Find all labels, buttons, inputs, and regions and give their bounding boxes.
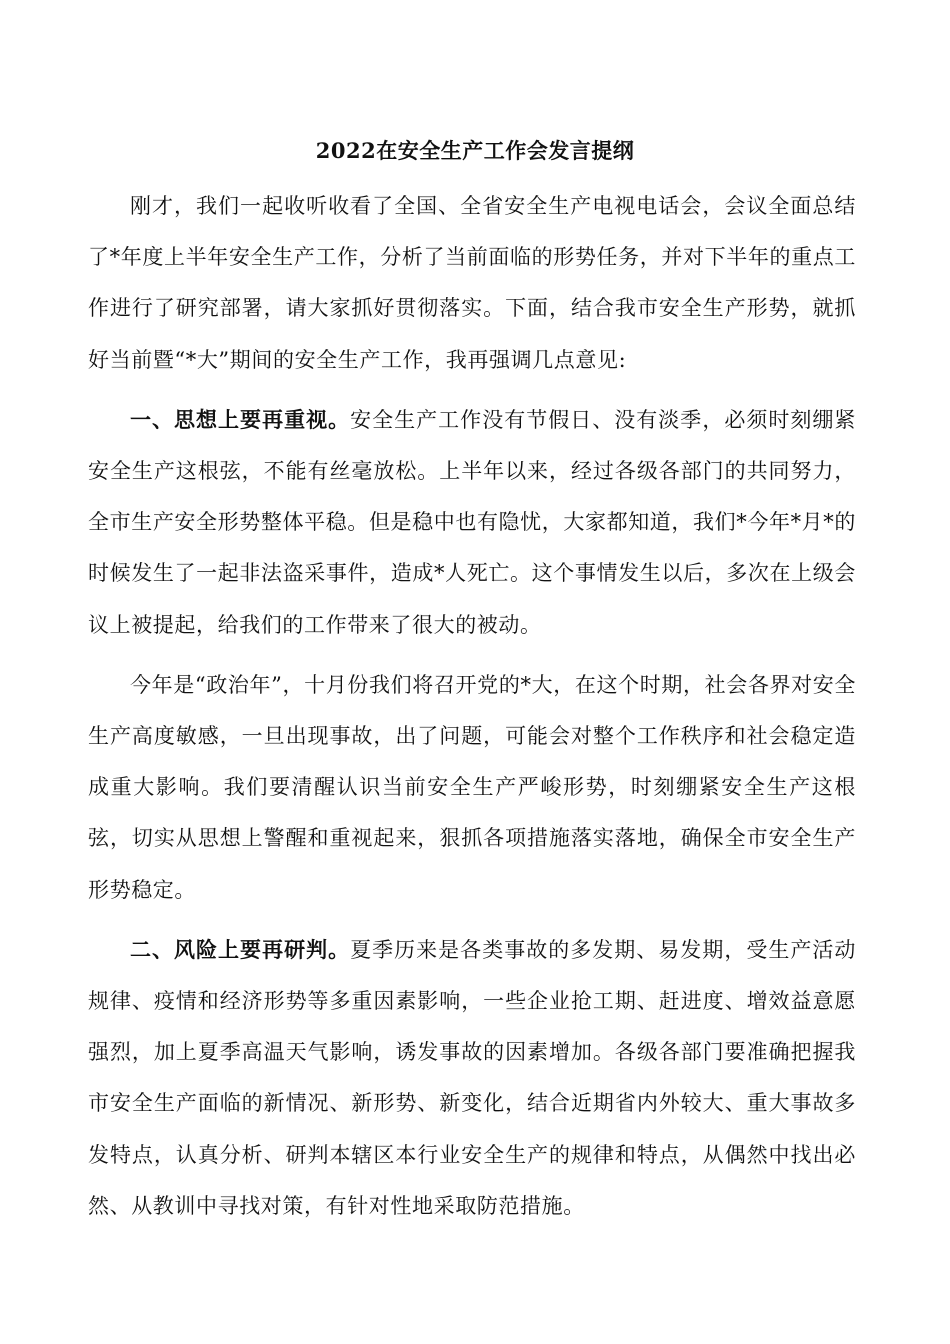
paragraph-text: 今年是“政治年”，十月份我们将召开党的*大，在这个时期，社会各界对安全生产高度敏感，一旦出现事故，出了问题，可能会对整个工作秩序和社会稳定造成重大影响。我们要清醒认识当前安全生产严峻形势，时刻绷紧安全生产这根弦，切实从思想上警醒和重视起来，狠抓各项措施落实落地，确保全市安全生产形势稳定。 xyxy=(88,672,856,902)
paragraph-text: 刚才，我们一起收听收看了全国、全省安全生产电视电话会，会议全面总结了*年度上半年安全生产工作，分析了当前面临的形势任务，并对下半年的重点工作进行了研究部署，请大家抓好贯彻落实。下面，结合我市安全生产形势，就抓好当前暨“*大”期间的安全生产工作，我再强调几点意见: xyxy=(88,194,856,372)
document-title: 2022在安全生产工作会发言提纲 xyxy=(315,138,635,163)
paragraph-text: 安全生产工作没有节假日、没有淡季，必须时刻绷紧安全生产这根弦，不能有丝毫放松。上半年以来，经过各级各部门的共同努力，全市生产安全形势整体平稳。但是稳中也有隐忧，大家都知道，我们*今年*月*的时候发生了一起非法盗采事件，造成*人死亡。这个事情发生以后，多次在上级会议上被提起，给我们的工作带来了很大的被动。 xyxy=(88,407,856,637)
paragraph-intro xyxy=(88,180,856,386)
document-body xyxy=(88,180,856,1232)
section-heading-2: 二、风险上要再研判。 xyxy=(130,936,351,962)
paragraph-section-1 xyxy=(88,394,856,651)
paragraph-section-2 xyxy=(88,924,856,1232)
paragraph-political-year xyxy=(88,659,856,916)
section-heading-1: 一、思想上要再重视。 xyxy=(130,406,351,432)
paragraph-text: 夏季历来是各类事故的多发期、易发期，受生产活动规律、疫情和经济形势等多重因素影响，一些企业抢工期、赶进度、增效益意愿强烈，加上夏季高温天气影响，诱发事故的因素增加。各级各部门要准确把握我市安全生产面临的新情况、新形势、新变化，结合近期省内外较大、重大事故多发特点，认真分析、研判本辖区本行业安全生产的规律和特点，从偶然中找出必然、从教训中寻找对策，有针对性地采取防范措施。 xyxy=(88,937,856,1218)
